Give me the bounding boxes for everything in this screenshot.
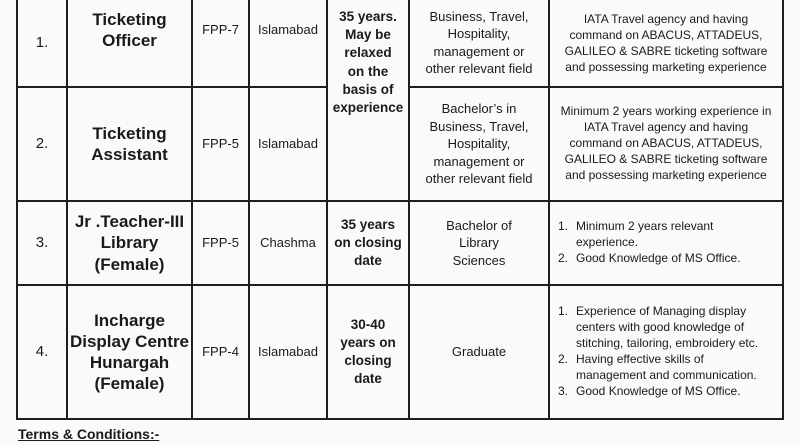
age-line: 35 years. [339,9,397,24]
age-line: basis of [342,81,394,97]
row3-sno-text: 3. [35,234,49,252]
list-number: 2. [558,352,569,366]
row1-sno [18,0,66,86]
list-item [558,251,741,267]
row3-age [328,202,408,284]
age-line: date [354,253,382,269]
row3-title-line: Library [100,233,159,253]
row2-title-line: Assistant [91,145,168,164]
list-item [558,219,741,251]
list-item [558,304,758,352]
qual-line: other relevant field [425,61,533,77]
row4-sno-text: 4. [35,343,49,361]
exp-line: command on ABACUS, ATTADEUS, [569,28,763,43]
exp-line: GALILEO & SABRE ticketing software [564,44,768,59]
row3-grade-text: FPP-5 [202,234,239,250]
row3-experience [558,202,780,284]
row4-experience [558,286,780,418]
exp-line: experience. [576,235,639,250]
exp-line: and possessing marketing experience [565,60,767,75]
row1-station-text: Islamabad [258,21,318,37]
qual-line: Bachelor of [446,217,512,233]
age-line: on the [347,63,389,79]
exp-line: Good Knowledge of MS Office. [576,250,741,265]
list-number: 3. [558,383,569,398]
row3-grade [193,202,248,284]
qual-line: Hospitality, [447,136,511,152]
age-line: experience [332,100,404,116]
row1-station [250,0,326,60]
list-item [558,384,758,400]
qual-line: Sciences [452,252,506,268]
age-line: closing [344,353,392,368]
age-line: relaxed [344,45,392,61]
row2-sno-text: 2. [35,135,49,153]
qual-line: Bachelor’s in [441,101,517,117]
row1-title [68,0,191,60]
row3-qualification [410,202,548,284]
terms-heading: Terms & Conditions:- [18,426,160,442]
age-line: years on [340,334,396,350]
qual-line: Business, Travel, [429,118,529,134]
qual-line: management or [433,43,525,59]
row4-title-line: Incharge [94,310,165,330]
row1-grade-text: FPP-7 [202,21,239,37]
exp-line: Good Knowledge of MS Office. [576,383,741,398]
row4-title-line: Display Centre [69,331,190,351]
qual-line: Library [459,235,499,251]
qual-line: management or [433,153,525,169]
row1-grade [193,0,248,60]
exp-line: and possessing marketing experience [565,167,767,182]
row1-sno-text: 1. [35,34,49,52]
row2-station [250,88,326,200]
qual-line: Graduate [451,344,507,360]
row4-qualification [410,286,548,418]
row4-station [250,286,326,418]
exp-line: management and communication. [576,367,757,382]
age-line: 35 years [340,216,396,232]
col-border-7 [782,0,784,420]
row2-title-line: Ticketing [92,123,167,143]
age-line: date [354,371,382,387]
rows1-2-age [328,8,408,158]
exp-line: Experience of Managing display [576,304,747,319]
row-border-bottom-4 [16,418,784,420]
exp-line: Minimum 2 years working experience in [560,104,772,119]
row3-title-line: Jr .Teacher-III [74,212,185,232]
row3-station-text: Chashma [260,234,316,250]
row3-experience-list [558,219,741,267]
exp-line: GALILEO & SABRE ticketing software [564,151,768,166]
row3-title-line: (Female) [94,254,165,274]
row2-grade [193,88,248,200]
row3-title [68,202,191,284]
row3-sno [18,202,66,284]
row1-title-line: Ticketing [92,9,167,29]
row1-qualification [410,0,548,84]
row2-title [68,88,191,200]
list-item [558,352,758,384]
row2-experience [550,88,782,200]
row4-grade [193,286,248,418]
exp-line: stitching, tailoring, embroidery etc. [576,336,759,351]
row1-experience [550,0,782,84]
list-number: 2. [558,250,569,265]
exp-line: Having effective skills of [576,352,704,366]
qual-line: Hospitality, [447,26,511,42]
row4-title [68,286,191,418]
exp-line: IATA Travel agency and having [583,120,749,135]
row4-grade-text: FPP-4 [202,343,239,359]
list-number: 1. [558,304,569,319]
row1-title-line: Officer [102,31,157,50]
exp-line: centers with good knowledge of [576,320,745,335]
row2-grade-text: FPP-5 [202,135,239,151]
list-number: 1. [558,219,569,234]
row4-experience-list [558,304,758,400]
age-line: 30-40 [350,316,386,332]
row2-qualification [410,88,548,200]
row3-station [250,202,326,284]
qual-line: Business, Travel, [429,8,529,24]
exp-line: command on ABACUS, ATTADEUS, [569,136,763,151]
age-line: May be [345,27,391,43]
exp-line: Minimum 2 years relevant [576,219,714,234]
row4-station-text: Islamabad [258,343,318,359]
qual-line: other relevant field [425,171,533,187]
row4-title-line: Hunargah [89,353,170,372]
age-line: on closing [334,234,402,250]
row4-title-line: (Female) [94,374,165,394]
row4-age [328,286,408,418]
row2-sno [18,88,66,200]
exp-line: IATA Travel agency and having [583,12,749,27]
row4-sno [18,286,66,418]
row2-station-text: Islamabad [258,135,318,151]
